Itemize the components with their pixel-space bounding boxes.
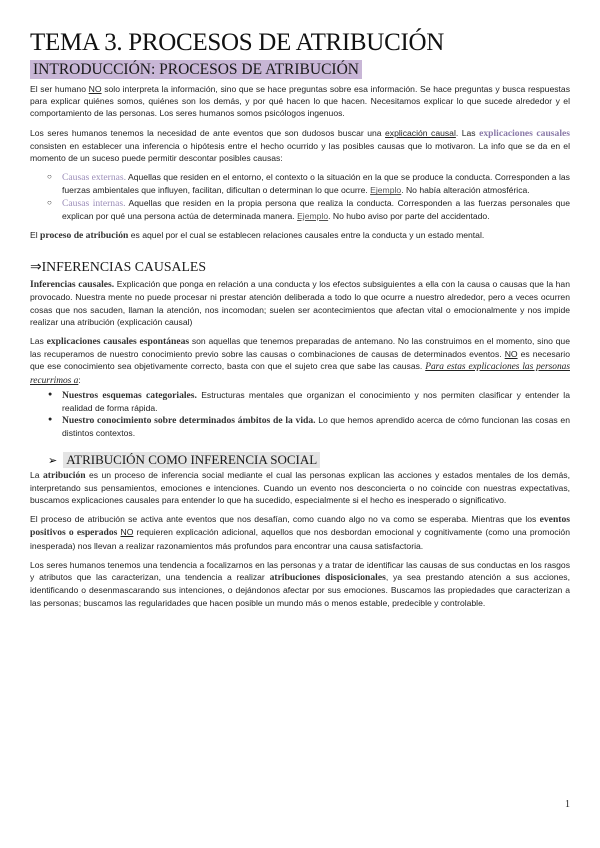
text-run: es un proceso de inferencia social mediante el cual las personas explican las acciones y estados mentales de los demás, interpretando sus pensamientos, emociones e intenciones. Cuando un evento nos desconcierta o no coincide con nuestras expectativas, buscamos explicaciones causales para entender lo que ha sucedido, especialmente si el hecho es inesperado o significativo. (30, 469, 570, 506)
term-proceso-atribucion: proceso de atribución (40, 230, 129, 242)
text-run: Explicación que ponga en relación a una conducta y los efectos subsiguientes a ella con la causa o causas que la han provocado. Nuestra mente no puede procesar ni prestar atención deliberada a todo lo que ocurre a nuestro alrededor, pero a veces ocurren cosas que nos sacuden, llaman la atención, nos incomodan; suelen ser acontecimientos que afectan vital o emocionalmente y nos impide realizar una atribución (explicación causal) (30, 279, 570, 327)
paragraph-causal-explanations (30, 127, 570, 165)
term-causas-externas: Causas externas. (62, 172, 127, 184)
text-run: Estructuras mentales que organizan el conocimiento y nos permiten clasificar y entender la realidad de forma rápida. (62, 389, 571, 414)
example-link: Ejemplo (370, 185, 402, 196)
example-link: Ejemplo (297, 210, 329, 221)
text-run: Las (30, 336, 47, 347)
text-run: . Las (455, 127, 480, 138)
text-run: Lo que hemos aprendido acerca de cómo funcionan las cosas en distintos contextos. (62, 415, 570, 439)
causal-explanation-link: explicación causal (385, 127, 456, 138)
no-emphasis: NO (88, 84, 102, 94)
paragraph-dispositional (30, 559, 570, 609)
italic-lead-in: Para estas explicaciones las personas recurrimos a (30, 362, 570, 386)
list-item (30, 171, 570, 196)
page-title: TEMA 3. PROCESOS DE ATRIBUCIÓN (30, 29, 444, 56)
paragraph-spontaneous-explanations (30, 335, 570, 387)
paragraph-attribution-process (30, 229, 570, 242)
term-conocimiento-ambitos: Nuestro conocimiento sobre determinados ámbitos de la vida. (62, 415, 316, 427)
term-explicaciones-causales: explicaciones causales (479, 127, 570, 139)
text-run: . No hubo aviso por parte del accidentado. (328, 210, 490, 221)
no-emphasis: NO (120, 527, 134, 538)
text-run: , ya sea prestando atención a sus acciones, identificando o desenmascarando sus intenciones, o dejándonos afectar por sus emociones. Buscamos las propiedades que caracterizan a las personas; buscamos las regularidades que hacen posible un mundo más o menos estable, predecible y controlable. (30, 572, 570, 608)
text-run: consisten en establecer una inferencia o hipótesis entre el hecho ocurrido y las posibles causas que lo motivaron. La info que se da en el momento de un suceso puede permitir descontar posibles causas: (30, 140, 570, 164)
text-run: Aquellas que residen en la propia persona que realiza la conducta. Corresponden a las fuerzas personales que explican por qué una persona actúa de determinada manera. (62, 197, 570, 221)
text-run: es aquel por el cual se establecen relaciones causales entre la conducta y un estado mental. (128, 230, 485, 241)
section-heading-inferencia-social (48, 452, 570, 468)
double-arrow-icon: ⇒ (30, 259, 42, 275)
section-title: ATRIBUCIÓN COMO INFERENCIA SOCIAL (63, 452, 320, 468)
term-inferencias-causales: Inferencias causales. (30, 279, 115, 291)
text-run: : (78, 374, 81, 385)
term-esquemas-categoriales: Nuestros esquemas categoriales. (62, 389, 197, 401)
term-atribucion: atribución (42, 469, 86, 481)
term-atribuciones-disposicionales: atribuciones disposicionales (269, 572, 386, 584)
text-run: El (30, 230, 41, 241)
text-run: son aquellas que tenemos preparadas de antemano. No las construimos en el momento, sino que las recuperamos de nuestro conocimiento previo sobre las causas o combinaciones de causas de determinados eventos. (30, 336, 570, 360)
text-run: es necesario que ese conocimiento sea objetivamente correcto, basta con que el sujeto crea que sabe las causas. (30, 349, 570, 372)
text-run: El ser humano (30, 84, 89, 94)
paragraph-attribution-activation (30, 513, 570, 552)
causes-list (30, 171, 570, 222)
text-run: solo interpreta la información, sino que se hace preguntas sobre esa información. Se hace preguntas y busca respuestas para explicar quiénes somos, quiénes son los demás, y por qué hacen lo que hacen. Necesitamos explicar lo que sucede alrededor y el comportamiento de las personas. Los seres humanos somos psicólogos ingenuos. (30, 84, 570, 119)
text-run: El proceso de atribución se activa ante eventos que nos desafían, como cuando algo no va como se esperaba. Mientras que los (30, 514, 540, 525)
section-heading-inferencias (30, 258, 570, 275)
intro-heading: INTRODUCCIÓN: PROCESOS DE ATRIBUCIÓN (30, 60, 362, 79)
text-run: La (30, 469, 43, 480)
arrowhead-icon: ➢ (48, 453, 58, 467)
paragraph-causal-inferences (30, 278, 570, 328)
text-run: Aquellas que residen en el entorno, el contexto o la situación en la que se produce la conducta. Corresponden a las fuerzas ambientales que influyen, facilitan, dificultan o determinan lo que ocurre. (62, 172, 570, 196)
no-emphasis: NO (504, 349, 518, 360)
page-number: 1 (565, 799, 570, 810)
list-item (30, 197, 570, 222)
term-explicaciones-espontaneas: explicaciones causales espontáneas (46, 336, 190, 348)
term-causas-internas: Causas internas. (62, 197, 126, 209)
section-title: INFERENCIAS CAUSALES (41, 259, 206, 275)
term-eventos-positivos: eventos positivos o esperados (30, 514, 570, 539)
paragraph-intro (30, 83, 570, 120)
text-run: . No había alteración atmosférica. (401, 185, 530, 196)
text-run: Los seres humanos tenemos la necesidad de ante eventos que son dudosos buscar una (30, 127, 386, 138)
text-run: Los seres humanos tenemos una tendencia a focalizarnos en las personas y a tratar de identificar las causas de sus conductas en los rasgos y atributos que las caracterizan, una tendencia a realizar (30, 559, 570, 583)
text-run: requieren explicación adicional, aquellos que nos desbordan emocional y cognitivamente (como una promoción inesperada) nos llevan a realizar razonamientos más profundos para encontrar una causa satisfactoria. (30, 527, 570, 551)
recurrimos-list (30, 389, 570, 440)
list-item (30, 414, 570, 439)
list-item (30, 389, 570, 414)
paragraph-attribution-definition (30, 469, 570, 507)
